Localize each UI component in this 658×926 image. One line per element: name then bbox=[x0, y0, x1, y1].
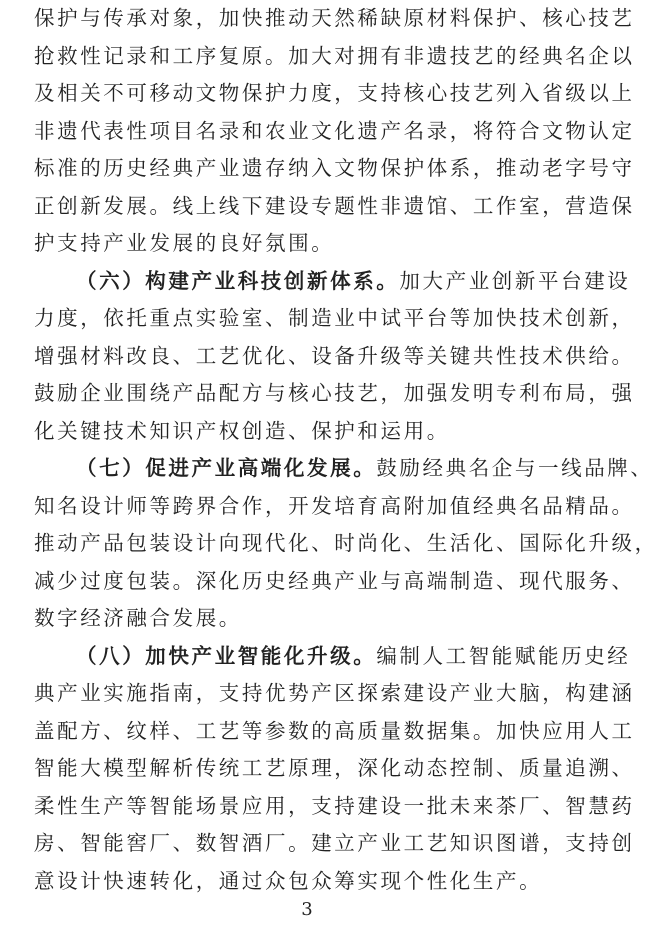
paragraph-line: 数字经济融合发展。 bbox=[34, 606, 242, 630]
paragraph-line: 鼓励企业围绕产品配方与核心技艺，加强发明专利布局，强 bbox=[34, 381, 635, 405]
paragraph-line: 柔性生产等智能场景应用，支持建设一批未来茶厂、智慧药 bbox=[34, 793, 635, 818]
paragraph-line: 典产业实施指南，支持优势产区探索建设产业大脑，构建涵 bbox=[34, 681, 635, 705]
section-heading: （八）加快产业智能化升级。 bbox=[76, 643, 377, 668]
paragraph-line: 智能大模型解析传统工艺原理，深化动态控制、质量追溯、 bbox=[34, 756, 635, 780]
paragraph-line: 抢救性记录和工序复原。加大对拥有非遗技艺的经典名企以 bbox=[34, 43, 635, 68]
paragraph-line: 力度，依托重点实验室、制造业中试平台等加快技术创新， bbox=[34, 306, 635, 330]
page-number: 3 bbox=[301, 899, 313, 920]
section-heading: （七）促进产业高端化发展。 bbox=[76, 456, 377, 480]
paragraph-line: 护支持产业发展的良好氛围。 bbox=[34, 231, 335, 255]
section-first-line bbox=[76, 266, 631, 296]
section-text: 编制人工智能赋能历史经 bbox=[376, 643, 631, 668]
section-heading: （六）构建产业科技创新体系。 bbox=[76, 268, 400, 293]
paragraph-line: 盖配方、纹样、工艺等参数的高质量数据集。加快应用人工 bbox=[34, 718, 635, 743]
section-text: 加大产业创新平台建设 bbox=[399, 268, 631, 293]
paragraph-line: 化关键技术知识产权创造、保护和运用。 bbox=[34, 418, 450, 443]
paragraph-line: 减少过度包装。深化历史经典产业与高端制造、现代服务、 bbox=[34, 568, 635, 593]
section-first-line bbox=[76, 641, 631, 671]
paragraph-line: 标准的历史经典产业遗存纳入文物保护体系，推动老字号守 bbox=[34, 156, 635, 180]
paragraph-line: 正创新发展。线上线下建设专题性非遗馆、工作室，营造保 bbox=[34, 193, 635, 218]
paragraph-line: 房、智能窖厂、数智酒厂。建立产业工艺知识图谱，支持创 bbox=[34, 831, 635, 855]
paragraph-line: 增强材料改良、工艺优化、设备升级等关键共性技术供给。 bbox=[34, 343, 635, 368]
paragraph-line: 非遗代表性项目名录和农业文化遗产名录，将符合文物认定 bbox=[34, 118, 635, 143]
section-text: 鼓励经典名企与一线品牌、 bbox=[376, 456, 654, 480]
paragraph-line: 及相关不可移动文物保护力度，支持核心技艺列入省级以上 bbox=[34, 81, 635, 105]
paragraph-line: 保护与传承对象，加快推动天然稀缺原材料保护、核心技艺 bbox=[34, 6, 635, 30]
paragraph-line: 知名设计师等跨界合作，开发培育高附加值经典名品精品。 bbox=[34, 493, 635, 518]
paragraph-line: 推动产品包装设计向现代化、时尚化、生活化、国际化升级， bbox=[34, 531, 658, 555]
paragraph-line: 意设计快速转化，通过众包众筹实现个性化生产。 bbox=[34, 868, 543, 893]
section-first-line bbox=[76, 453, 654, 483]
